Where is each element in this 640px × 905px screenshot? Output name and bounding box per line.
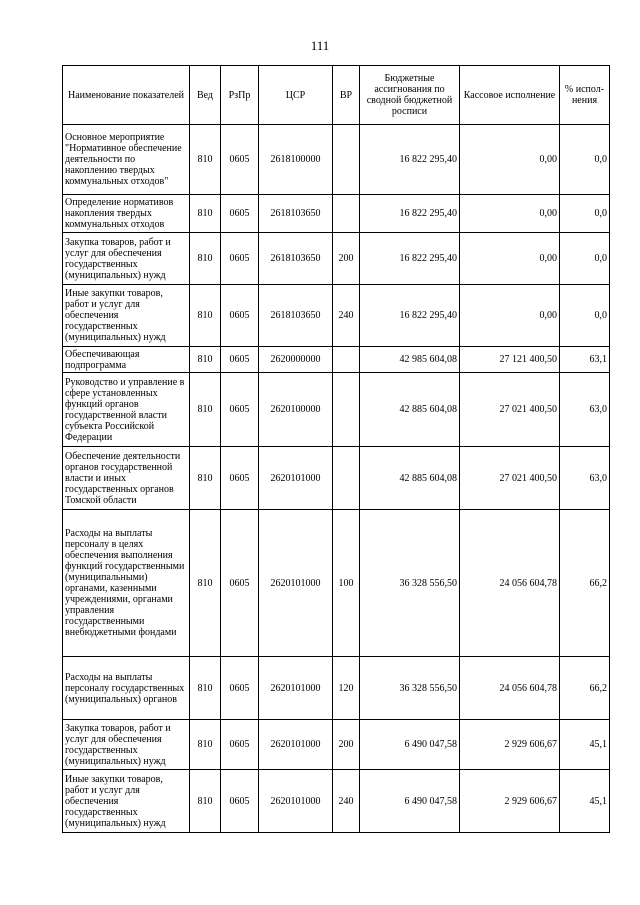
row-cash: 0,00 [460, 285, 560, 347]
row-budget: 16 822 295,40 [360, 285, 460, 347]
row-csr: 2620101000 [259, 447, 333, 510]
row-cash: 27 121 400,50 [460, 347, 560, 373]
row-cash: 2 929 606,67 [460, 770, 560, 833]
row-name: Расходы на выплаты персоналу в целях обеспечения выполнения функций государственными (муниципальными) органами, казенными учреждениями, органами управления государственными внебюджетными фондами [63, 510, 190, 657]
row-ved: 810 [190, 720, 221, 770]
row-rzpr: 0605 [221, 125, 259, 195]
row-budget: 42 885 604,08 [360, 373, 460, 447]
row-ved: 810 [190, 657, 221, 720]
row-rzpr: 0605 [221, 195, 259, 233]
row-rzpr: 0605 [221, 720, 259, 770]
table-row [63, 233, 610, 285]
row-name: Иные закупки товаров, работ и услуг для обеспечения государственных (муниципальных) нужд [63, 285, 190, 347]
row-csr: 2620000000 [259, 347, 333, 373]
row-csr: 2620100000 [259, 373, 333, 447]
row-budget: 36 328 556,50 [360, 657, 460, 720]
table-row [63, 347, 610, 373]
row-ved: 810 [190, 195, 221, 233]
row-percent: 0,0 [560, 285, 610, 347]
row-name: Обеспечение деятельности органов государственной власти и иных государственных органов Томской области [63, 447, 190, 510]
row-percent: 0,0 [560, 233, 610, 285]
row-csr: 2618103650 [259, 233, 333, 285]
row-percent: 0,0 [560, 125, 610, 195]
table-row [63, 770, 610, 833]
row-vr: 100 [333, 510, 360, 657]
row-cash: 24 056 604,78 [460, 510, 560, 657]
table-row [63, 720, 610, 770]
header-row [63, 66, 610, 125]
header-percent: % испол-нения [560, 66, 610, 125]
row-cash: 0,00 [460, 195, 560, 233]
row-csr: 2620101000 [259, 657, 333, 720]
row-vr [333, 195, 360, 233]
page-number: 111 [310, 38, 330, 53]
header-name: Наименование показателей [63, 66, 190, 125]
row-budget: 16 822 295,40 [360, 195, 460, 233]
row-ved: 810 [190, 770, 221, 833]
row-name: Обеспечивающая подпрограмма [63, 347, 190, 373]
row-percent: 63,1 [560, 347, 610, 373]
row-vr [333, 447, 360, 510]
row-name: Основное мероприятие "Нормативное обеспечение деятельности по накоплению твердых коммунальных отходов" [63, 125, 190, 195]
row-percent: 45,1 [560, 770, 610, 833]
row-rzpr: 0605 [221, 285, 259, 347]
row-csr: 2620101000 [259, 510, 333, 657]
row-cash: 27 021 400,50 [460, 373, 560, 447]
row-rzpr: 0605 [221, 447, 259, 510]
row-cash: 2 929 606,67 [460, 720, 560, 770]
table-row [63, 447, 610, 510]
row-ved: 810 [190, 347, 221, 373]
row-name: Закупка товаров, работ и услуг для обеспечения государственных (муниципальных) нужд [63, 233, 190, 285]
row-vr [333, 125, 360, 195]
row-vr: 120 [333, 657, 360, 720]
row-ved: 810 [190, 285, 221, 347]
row-vr [333, 347, 360, 373]
row-rzpr: 0605 [221, 347, 259, 373]
row-csr: 2618103650 [259, 285, 333, 347]
row-percent: 0,0 [560, 195, 610, 233]
row-budget: 6 490 047,58 [360, 720, 460, 770]
row-ved: 810 [190, 510, 221, 657]
row-cash: 0,00 [460, 125, 560, 195]
row-name: Определение нормативов накопления твердых коммунальных отходов [63, 195, 190, 233]
row-name: Иные закупки товаров, работ и услуг для обеспечения государственных (муниципальных) нужд [63, 770, 190, 833]
table-row [63, 125, 610, 195]
header-rzpr: РзПр [221, 66, 259, 125]
row-vr: 200 [333, 720, 360, 770]
row-budget: 6 490 047,58 [360, 770, 460, 833]
row-ved: 810 [190, 125, 221, 195]
row-ved: 810 [190, 233, 221, 285]
row-vr [333, 373, 360, 447]
header-vr: ВР [333, 66, 360, 125]
row-budget: 16 822 295,40 [360, 233, 460, 285]
header-budget: Бюджетные ассигнования по сводной бюджетной росписи [360, 66, 460, 125]
row-budget: 42 985 604,08 [360, 347, 460, 373]
row-rzpr: 0605 [221, 233, 259, 285]
table-row [63, 373, 610, 447]
row-cash: 27 021 400,50 [460, 447, 560, 510]
row-cash: 24 056 604,78 [460, 657, 560, 720]
table-row [63, 285, 610, 347]
row-cash: 0,00 [460, 233, 560, 285]
row-name: Руководство и управление в сфере установленных функций органов государственной власти субъекта Российской Федерации [63, 373, 190, 447]
row-csr: 2618103650 [259, 195, 333, 233]
row-csr: 2620101000 [259, 720, 333, 770]
row-budget: 36 328 556,50 [360, 510, 460, 657]
row-name: Расходы на выплаты персоналу государственных (муниципальных) органов [63, 657, 190, 720]
table-row [63, 657, 610, 720]
row-rzpr: 0605 [221, 770, 259, 833]
table-row [63, 510, 610, 657]
header-ved: Вед [190, 66, 221, 125]
row-ved: 810 [190, 447, 221, 510]
header-cash: Кассовое исполнение [460, 66, 560, 125]
row-percent: 45,1 [560, 720, 610, 770]
header-csr: ЦСР [259, 66, 333, 125]
table-row [63, 195, 610, 233]
row-budget: 16 822 295,40 [360, 125, 460, 195]
row-rzpr: 0605 [221, 510, 259, 657]
row-vr: 240 [333, 285, 360, 347]
row-csr: 2618100000 [259, 125, 333, 195]
row-rzpr: 0605 [221, 373, 259, 447]
row-budget: 42 885 604,08 [360, 447, 460, 510]
row-ved: 810 [190, 373, 221, 447]
row-name: Закупка товаров, работ и услуг для обеспечения государственных (муниципальных) нужд [63, 720, 190, 770]
row-percent: 66,2 [560, 657, 610, 720]
budget-execution-table [62, 65, 610, 833]
row-percent: 66,2 [560, 510, 610, 657]
row-csr: 2620101000 [259, 770, 333, 833]
row-rzpr: 0605 [221, 657, 259, 720]
row-vr: 240 [333, 770, 360, 833]
row-percent: 63,0 [560, 447, 610, 510]
row-percent: 63,0 [560, 373, 610, 447]
row-vr: 200 [333, 233, 360, 285]
